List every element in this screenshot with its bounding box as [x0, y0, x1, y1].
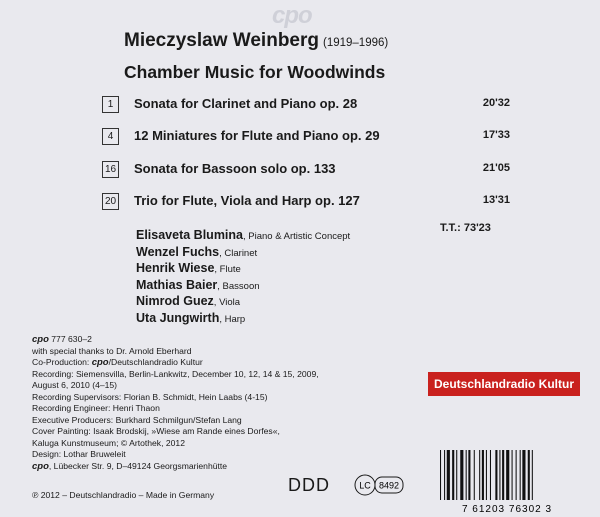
track-title: Sonata for Bassoon solo op. 133 [134, 161, 336, 176]
recording-line: August 6, 2010 (4–15) [32, 380, 118, 391]
coproduction-partner: /Deutschlandradio Kultur [108, 357, 203, 368]
performer [136, 294, 350, 311]
coproduction-label: Co-Production: [32, 357, 92, 368]
lc-code-logo [354, 474, 404, 496]
track-duration: 20'32 [482, 97, 510, 109]
performer-role: , Viola [213, 297, 241, 309]
address-line [32, 461, 319, 473]
album-subtitle: Chamber Music for Woodwinds [124, 62, 386, 82]
performer-role: , Flute [214, 264, 241, 276]
performer [136, 278, 350, 295]
performer [136, 228, 350, 245]
broadcaster-logo: Deutschlandradio Kultur [428, 372, 580, 396]
composer-heading [124, 30, 388, 52]
track-duration: 21'05 [482, 162, 510, 174]
track-number: 4 [102, 128, 119, 145]
catalog-line [32, 334, 319, 346]
track-number: 1 [102, 96, 119, 113]
supervisors-line: Recording Supervisors: Florian B. Schmidt, Hein Laabs (4-15) [32, 391, 268, 402]
lc-label: LC [359, 480, 371, 491]
composer-years: (1919–1996) [323, 37, 389, 49]
barcode-bars [440, 450, 533, 500]
cpo-mark: cpo [91, 357, 109, 369]
cpo-mark: cpo [32, 461, 49, 473]
engineer-line: Recording Engineer: Henri Thaon [32, 403, 160, 414]
performer-role: , Bassoon [217, 280, 260, 292]
recording-line: Recording: Siemensvilla, Berlin-Lankwitz, December 10, 12, 14 & 15, 2009, [32, 368, 319, 379]
performer-role: , Clarinet [219, 247, 258, 259]
performer [136, 245, 350, 262]
address-text: , Lübecker Str. 9, D–49124 Georgsmarienhütte [48, 461, 228, 472]
catalog-number: 777 630–2 [48, 334, 92, 344]
track-row [102, 128, 510, 146]
credits-block [32, 334, 319, 473]
track-title: 12 Miniatures for Flute and Piano op. 29 [134, 128, 380, 143]
painting-line: Kaluga Kunstmuseum; © Artothek, 2012 [32, 437, 185, 448]
performer-name: Elisaveta Blumina [136, 228, 243, 242]
track-title: Trio for Flute, Viola and Harp op. 127 [134, 193, 360, 208]
track-number: 16 [102, 161, 119, 178]
coproduction-line [32, 357, 319, 369]
composer-name: Mieczyslaw Weinberg [124, 30, 319, 51]
performer [136, 311, 350, 328]
track-duration: 13'31 [482, 194, 510, 206]
cpo-logo: cpo [272, 2, 312, 29]
performer-list [136, 228, 350, 328]
performer-name: Uta Jungwirth [136, 310, 220, 325]
performer-role: , Piano & Artistic Concept [243, 231, 351, 242]
total-time: T.T.: 73'23 [440, 222, 491, 234]
performer-name: Henrik Wiese [136, 261, 215, 276]
cpo-mark: cpo [32, 334, 49, 345]
performer-name: Mathias Baier [136, 277, 218, 292]
performer [136, 261, 350, 278]
performer-name: Wenzel Fuchs [136, 244, 220, 259]
copyright-line: ℗ 2012 – Deutschlandradio – Made in Germany [32, 490, 215, 500]
lc-number: 8492 [378, 480, 400, 491]
track-duration: 17'33 [482, 129, 510, 141]
track-title: Sonata for Clarinet and Piano op. 28 [134, 96, 358, 111]
design-line: Design: Lothar Bruweleit [32, 449, 126, 460]
thanks-line: with special thanks to Dr. Arnold Eberhard [32, 345, 192, 356]
track-row [102, 96, 510, 114]
track-row [102, 193, 510, 211]
barcode [432, 448, 582, 514]
track-row [102, 161, 510, 179]
producers-line: Executive Producers: Burkhard Schmilgun/Stefan Lang [32, 414, 242, 425]
track-number: 20 [102, 193, 119, 210]
painting-line: Cover Painting: Isaak Brodskij, »Wiese am Rande eines Dorfes«, [32, 426, 280, 437]
ddd-mark: DDD [288, 475, 330, 495]
performer-role: , Harp [219, 313, 246, 325]
performer-name: Nimrod Guez [136, 294, 214, 309]
barcode-digits: 7 61203 76302 3 [461, 504, 553, 514]
